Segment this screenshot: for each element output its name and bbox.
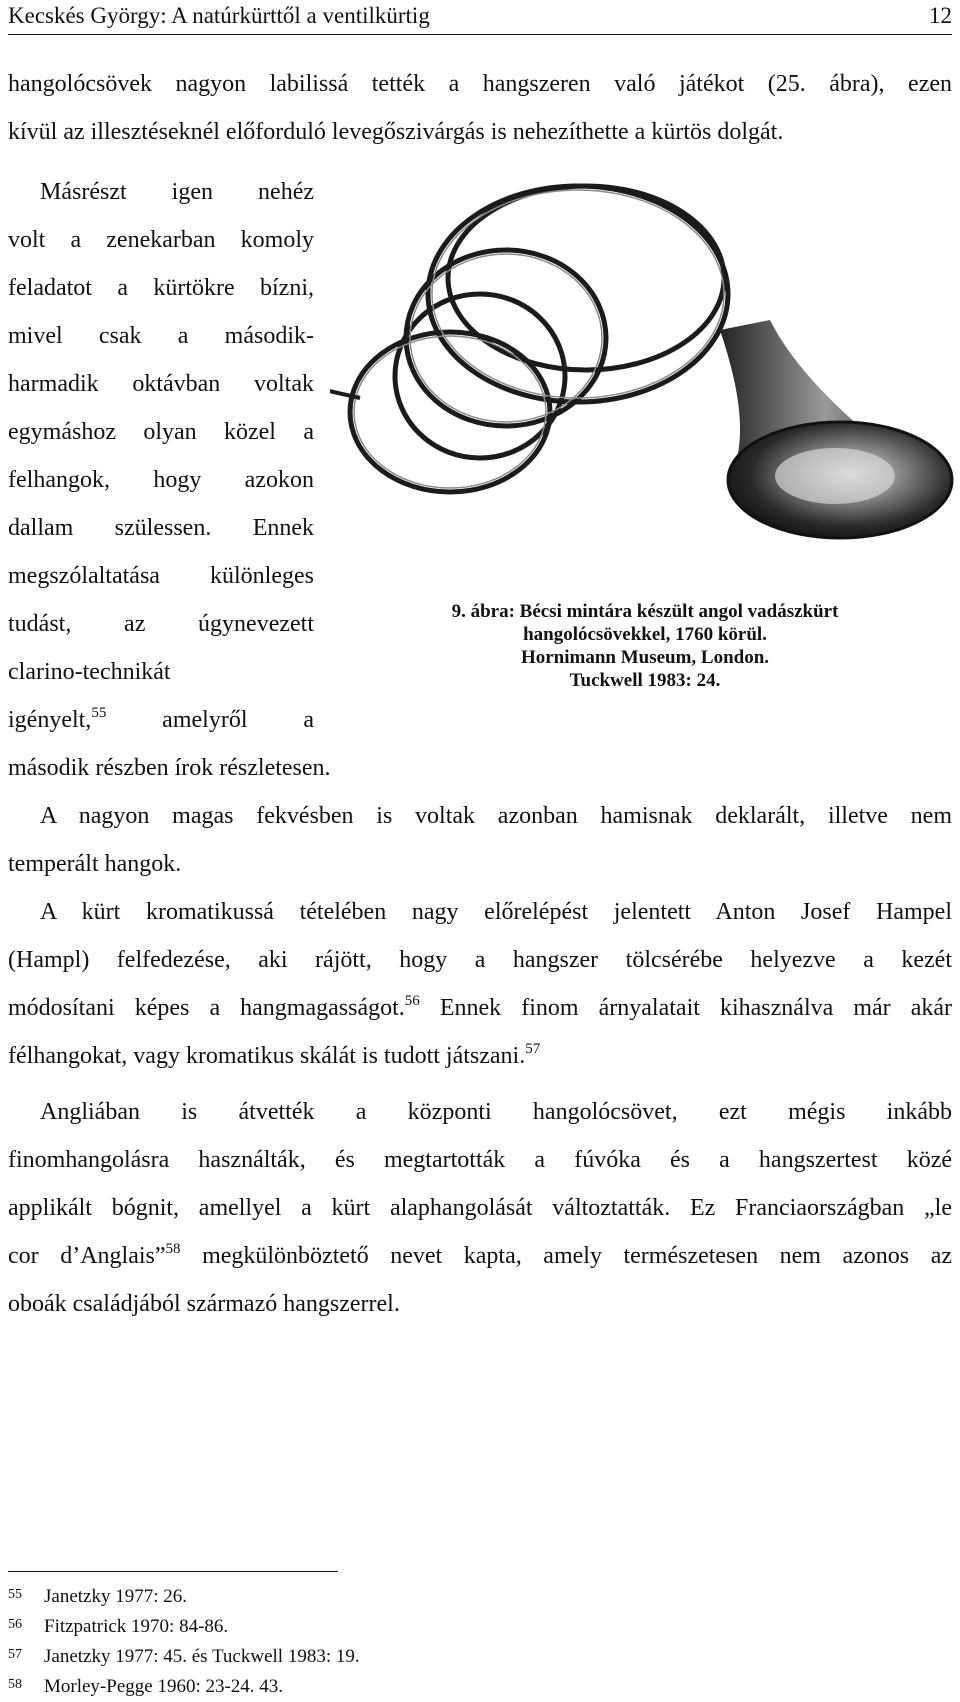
wrap-line: harmadik oktávban voltak [8, 371, 314, 397]
hunting-horn-icon [330, 180, 958, 600]
wrapped-paragraph [8, 168, 331, 792]
wrap-line: mivel csak a második- [8, 323, 314, 349]
paragraph-2 [8, 792, 952, 840]
wrap-line: Másrészt igen nehéz [40, 179, 314, 205]
para2-line-1: A nagyon magas fekvésben is voltak azonban hamisnak deklarált, illetve nem [40, 803, 952, 829]
hunting-horn-image [330, 180, 958, 600]
paragraph-4-line-2: finomhangolásra használták, és megtartották a fúvóka és a hangszertest közé [8, 1147, 952, 1173]
caption-line: 9. ábra: Bécsi mintára készült angol vadászkürt [451, 601, 839, 622]
footnote-58 [8, 1672, 283, 1700]
footnote-ref-55[interactable]: 55 [91, 705, 107, 721]
running-title: Kecskés György: A natúrkürttől a ventilkürtig [8, 3, 430, 28]
footnote-ref-58[interactable]: 58 [165, 1241, 181, 1257]
paragraph-2-end [8, 840, 952, 888]
paragraph-3-line-2: (Hampl) felfedezése, aki rájött, hogy a hangszer tölcsérébe helyezve a kezét [8, 947, 952, 973]
wrap-line: dallam szülessen. Ennek [8, 515, 314, 541]
wrap-line: clarino-technikát [8, 659, 171, 685]
footnote-ref-57[interactable]: 57 [525, 1041, 541, 1057]
footnote-text: Janetzky 1977: 26. [44, 1586, 188, 1607]
footnote-number: 57 [8, 1647, 22, 1662]
wrap-line: tudást, az úgynevezett [8, 611, 314, 637]
caption-line: Hornimann Museum, London. [520, 647, 770, 668]
intro-line-1: hangolócsövek nagyon labilissá tették a hangszeren való játékot (25. ábra), ezen [8, 71, 952, 97]
paragraph-4-line-3: applikált bógnit, amellyel a kürt alaphangolását változtatták. Ez Franciaországban „le [8, 1195, 952, 1221]
footnote-text: Janetzky 1977: 45. és Tuckwell 1983: 19. [44, 1646, 360, 1667]
footnote-number: 56 [8, 1617, 22, 1632]
footnote-number: 58 [8, 1677, 22, 1692]
figure-caption [385, 600, 905, 692]
paragraph-4: Angliában is átvették a központi hangolócsövet, ezt mégis inkább [40, 1099, 952, 1125]
footnote-text: Morley-Pegge 1960: 23-24. 43. [44, 1676, 284, 1697]
footnote-57 [8, 1642, 360, 1670]
page-number: 12 [929, 3, 952, 28]
intro-paragraph [8, 60, 952, 108]
wrap-line: volt a zenekarban komoly [8, 227, 314, 253]
paragraph-4-line-5: oboák családjából származó hangszerrel. [8, 1291, 400, 1317]
footnote-ref-56[interactable]: 56 [404, 993, 420, 1009]
caption-line: Tuckwell 1983: 24. [569, 670, 721, 691]
wrap-line: felhangok, hogy azokon [8, 467, 314, 493]
intro-paragraph-end [8, 108, 952, 156]
footnote-text: Fitzpatrick 1970: 84-86. [44, 1616, 229, 1637]
wrap-line: második részben írok részletesen. [8, 755, 331, 781]
page-header [8, 2, 952, 35]
wrap-line: feladatot a kürtökre bízni, [8, 275, 314, 301]
caption-line: hangolócsövekkel, 1760 körül. [523, 624, 767, 645]
para3-line-1: A kürt kromatikussá tételében nagy előrelépést jelentett Anton Josef Hampel [40, 899, 952, 925]
footnote-number: 55 [8, 1587, 22, 1602]
paragraph-3-line-4: félhangokat, vagy kromatikus skálát is tudott játszani.$^{57}$ [8, 1041, 541, 1069]
wrap-line: egymáshoz olyan közel a [8, 419, 314, 445]
paragraph-3 [8, 888, 952, 936]
footnote-55 [8, 1582, 187, 1610]
para2-line-2: temperált hangok. [8, 851, 182, 877]
wrap-line: megszólaltatása különleges [8, 563, 314, 589]
footnote-separator [8, 1571, 338, 1572]
wrap-line-footnote-55: igényelt,$^{55}$ amelyről a [8, 705, 314, 733]
intro-line-2: kívül az illesztéseknél előforduló levegőszivárgás is nehezíthette a kürtös dolgát. [8, 119, 784, 145]
paragraph-3-line-3: módosítani képes a hangmagasságot.$^{56}$ Ennek finom árnyalatait kihasználva már akár [8, 993, 953, 1021]
paragraph-4-line-4: cor d’Anglais”$^{58}$ megkülönböztető nevet kapta, amely természetesen nem azonos az [8, 1241, 953, 1269]
footnote-56 [8, 1612, 228, 1640]
